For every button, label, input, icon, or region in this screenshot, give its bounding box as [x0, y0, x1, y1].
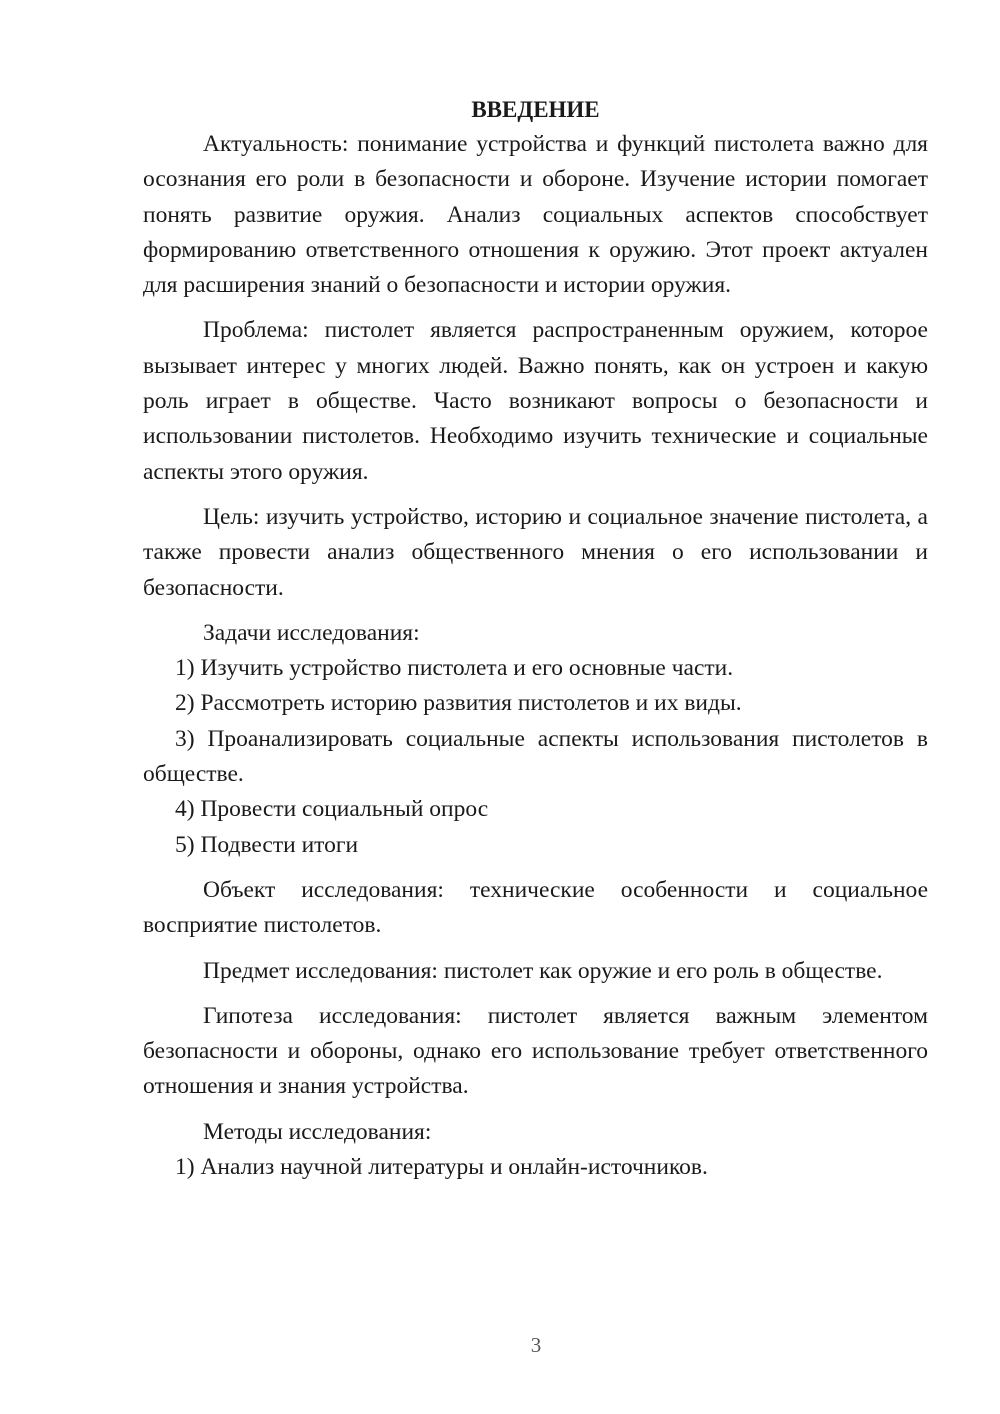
task-item: 1) Изучить устройство пистолета и его основные части.	[175, 655, 734, 682]
task-item: 2) Рассмотреть историю развития пистолетов и их виды.	[175, 690, 742, 717]
page-content	[143, 92, 928, 1185]
subject-paragraph: Предмет исследования: пистолет как оружие и его роль в обществе.	[203, 957, 883, 984]
tasks-heading: Задачи исследования:	[203, 619, 420, 646]
task-item: 4) Провести социальный опрос	[175, 796, 489, 823]
method-item: 1) Анализ научной литературы и онлайн-источников.	[175, 1154, 708, 1181]
relevance-paragraph: Актуальность: понимание устройства и функций пистолета важно для осознания его роли в безопасности и обороне. Изучение истории помогает понять развитие оружия. Анализ социальных аспектов способствует формированию ответственного отношения к оружию. Этот проект актуален для расширения знаний о безопасности и истории оружия.	[143, 131, 928, 299]
goal-paragraph: Цель: изучить устройство, историю и социальное значение пистолета, а также провести анализ общественного мнения о его использовании и безопасности.	[143, 503, 928, 601]
page-title: ВВЕДЕНИЕ	[471, 97, 600, 122]
task-item: 5) Подвести итоги	[175, 831, 359, 858]
problem-paragraph: Проблема: пистолет является распространенным оружием, которое вызывает интерес у многих людей. Важно понять, как он устроен и какую роль играет в обществе. Часто возникают вопросы о безопасности и использовании пистолетов. Необходимо изучить технические и социальные аспекты этого оружия.	[143, 317, 928, 485]
page-number: 3	[530, 1333, 542, 1357]
object-paragraph: Объект исследования: технические особенности и социальное восприятие пистолетов.	[143, 876, 928, 939]
hypothesis-paragraph: Гипотеза исследования: пистолет является важным элементом безопасности и обороны, однако его использование требует ответственного отношения и знания устройства.	[143, 1002, 928, 1100]
task-item: 3) Проанализировать социальные аспекты использования пистолетов в обществе.	[143, 725, 928, 788]
methods-heading: Методы исследования:	[203, 1118, 432, 1145]
